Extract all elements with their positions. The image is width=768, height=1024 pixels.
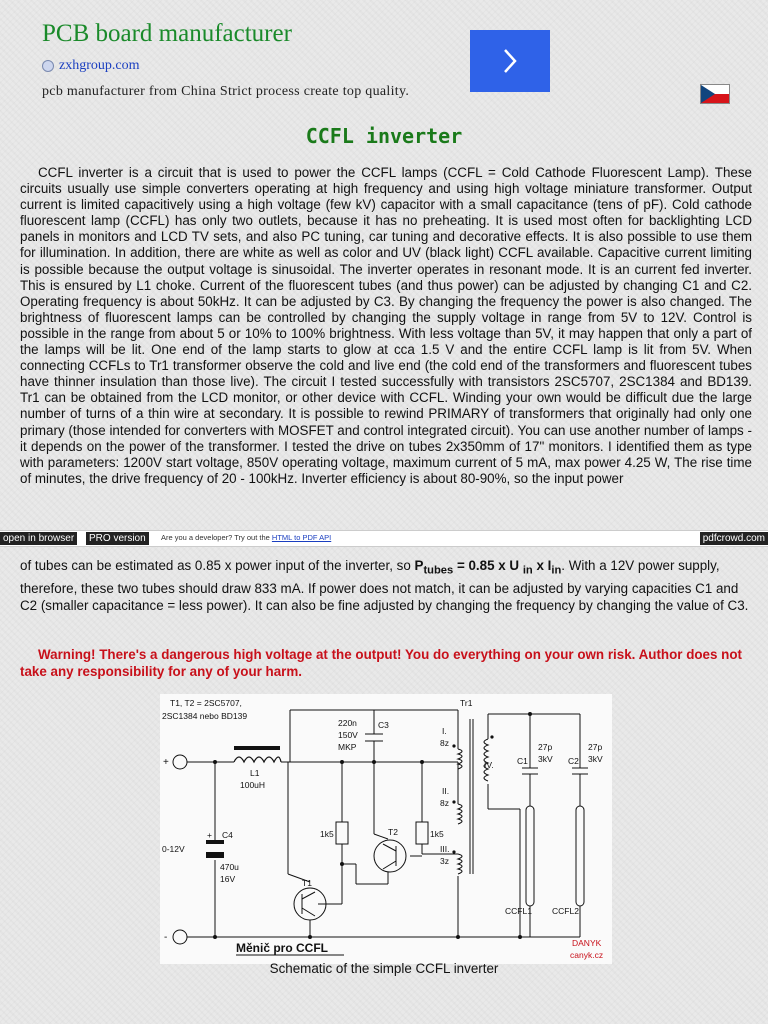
page-title: CCFL inverter — [305, 124, 463, 148]
schematic-c4-value-1: 470u — [220, 862, 239, 872]
schematic-c1-label: C1 — [517, 756, 528, 766]
schematic-c3-label: C3 — [378, 720, 389, 730]
schematic-c4-label: C4 — [222, 830, 233, 840]
globe-icon — [42, 60, 54, 72]
schematic-winding-3: III. — [440, 844, 450, 854]
ad-title[interactable]: PCB board manufacturer — [42, 20, 292, 47]
schematic-l1-label: L1 — [250, 768, 260, 778]
formula-x: x I — [532, 558, 552, 573]
schematic-winding-1: I. — [442, 726, 447, 736]
paragraph-1-text: CCFL inverter is a circuit that is used to power the CCFL lamps (CCFL = Cold Cathode Fluorescent Lamp). These circuits usually use simple converters operating at high frequency and using high voltage miniature transformer. Output current is limited capacitively using a high voltage (few kV) capacitor with a small capacitance (tens of pF). Cold cathode fluorescent lamp (CCFL) has only two outlets, because it has no preheating. It is used most often for backlighting LCD panels in monitors and LCD TV sets, and also PC tuning, car tuning and decorative effects. It is also possible to use them for illumination. In addition, there are white as well as color and UV (black light) CCFL available. Capacitive current limiting is possible because the output voltage is sinusoidal. The inverter operates in resonant mode. It is an current fed inverter. This is ensured by L1 choke. Current of the fluorescent tubes (and thus power) can be adjusted by changing C1 and C2. Operating frequency is about 50kHz. It can be adjusted by C3. By changing the frequency the power is also changed. The brightness of fluorescent lamps can be controlled by changing the supply voltage in range from 5V to 12V. Control is possible in the range from about 5 or 10% to 100% brightness. With less voltage than 5V, it may happen that only a part of the lamps will be lit. One end of the lamp starts to glow at cca 1.5 V and the entire CCFL lamp is lit from 5V. When connecting CCFLs to Tr1 transformer observe the cold and live end (the cold end of the transformers and fluorescent tubes have thinner insulation than those live). The circuit I tested successfully with transistors 2SC5707, 2SC1384 and BD139. Tr1 can be obtained from the LCD monitor, or other device with CCFL. Winding your own would be difficult due the large number of turns of a thin wire at secondary. It is possible to rewind PRIMARY of transformers that originally had only one primary (those intended for converters with MOSFET and control integrated circuit). You can use another number of lamps - it depends on the power of the transformer. I tested the drive on tubes 2x350mm of 17" monitors. I identified them as type with parameters: 1200V start voltage, 850V operating voltage, maximum current of 5 mA, max power 4.25 W, The rise time of minutes, the drive frequency of 20 - 100kHz. Inverter efficiency is about 80-90%, so the input power — [20, 165, 752, 486]
schematic-l1-value: 100uH — [240, 780, 266, 790]
schematic-c4-value-2: 16V — [220, 874, 236, 884]
schematic-winding-1-turns: 8z — [440, 738, 449, 748]
schematic-title: Měnič pro CCFL — [236, 941, 328, 955]
schematic-t2-label: T2 — [388, 827, 398, 837]
pdfcrowd-bar — [0, 530, 768, 547]
ad-description: pcb manufacturer from China Strict process create top quality. — [42, 84, 410, 99]
formula-p: P — [414, 558, 424, 573]
schematic-c3-value-3: MKP — [338, 742, 357, 752]
schematic-c3-value-2: 150V — [338, 730, 358, 740]
formula-u-sub: in — [522, 564, 533, 577]
schematic-c3-value-1: 220n — [338, 718, 357, 728]
article-paragraph-1 — [20, 165, 752, 487]
chevron-right-icon — [499, 46, 521, 76]
schematic-t1-label: T1 — [302, 878, 312, 888]
schematic-c1-value-1: 27p — [538, 742, 553, 752]
formula-eq: = 0.85 x U — [453, 558, 523, 573]
schematic-c2-label: C2 — [568, 756, 579, 766]
schematic-plus-label: + — [163, 757, 169, 768]
open-in-browser-button[interactable]: open in browser — [0, 532, 77, 545]
warning-text-content: Warning! There's a dangerous high voltage at the output! You do everything on your own risk. Author does not take any responsibility for any of your harm. — [20, 647, 742, 679]
pdfcrowd-link[interactable]: pdfcrowd.com — [700, 532, 768, 545]
ccfl-inverter-schematic — [160, 694, 612, 964]
schematic-r2-value: 1k5 — [430, 829, 444, 839]
czech-flag-icon[interactable] — [700, 84, 730, 104]
formula-i-sub: in — [551, 564, 562, 577]
schematic-c1-value-2: 3kV — [538, 754, 553, 764]
schematic-c2-value-2: 3kV — [588, 754, 603, 764]
schematic-ccfl2-label: CCFL2 — [552, 906, 579, 916]
developer-text-label: Are you a developer? Try out the — [161, 533, 272, 542]
schematic-r1-value: 1k5 — [320, 829, 334, 839]
ad-banner[interactable] — [0, 0, 768, 112]
paragraph-2-start: of tubes can be estimated as 0.85 x power input of the inverter, so — [20, 558, 415, 573]
schematic-c2-value-1: 27p — [588, 742, 603, 752]
ad-open-button[interactable] — [470, 30, 550, 92]
paragraph-2-end: . With a 12V power supply, therefore, these two tubes should draw 833 mA. If power does not match, it can be adjusted by varying capacities C1 and C2 (smaller capacitance = less power). It can also be fine adjusted by changing the frequency by changing the value of C3. — [20, 558, 749, 614]
formula-p-sub: tubes — [423, 564, 454, 577]
schematic-author-1: DANYK — [572, 938, 602, 948]
article-paragraph-2 — [20, 557, 752, 615]
ad-url[interactable] — [42, 58, 139, 74]
developer-text — [161, 533, 331, 542]
ad-url-text[interactable]: zxhgroup.com — [59, 58, 140, 73]
html-to-pdf-api-link[interactable]: HTML to PDF API — [271, 533, 332, 542]
schematic-ccfl1-label: CCFL1 — [505, 906, 532, 916]
schematic-tr1-label: Tr1 — [460, 698, 473, 708]
schematic-winding-2: II. — [442, 786, 450, 796]
schematic-c4-plus: + — [207, 830, 212, 840]
power-formula — [414, 558, 562, 577]
schematic-supply-label: 0-12V — [162, 844, 185, 854]
schematic-minus-label: - — [164, 932, 168, 943]
warning-text — [20, 646, 752, 680]
schematic-winding-3-turns: 3z — [440, 856, 449, 866]
schematic-winding-4: IV. — [484, 760, 494, 770]
schematic-transistor-note-1: T1, T2 = 2SC5707, — [170, 698, 242, 708]
schematic-winding-2-turns: 8z — [440, 798, 449, 808]
schematic-transistor-note-2: 2SC1384 nebo BD139 — [162, 711, 248, 721]
schematic-author-2: canyk.cz — [570, 950, 604, 960]
pro-version-button[interactable]: PRO version — [86, 532, 149, 545]
schematic-caption: Schematic of the simple CCFL inverter — [269, 961, 499, 976]
